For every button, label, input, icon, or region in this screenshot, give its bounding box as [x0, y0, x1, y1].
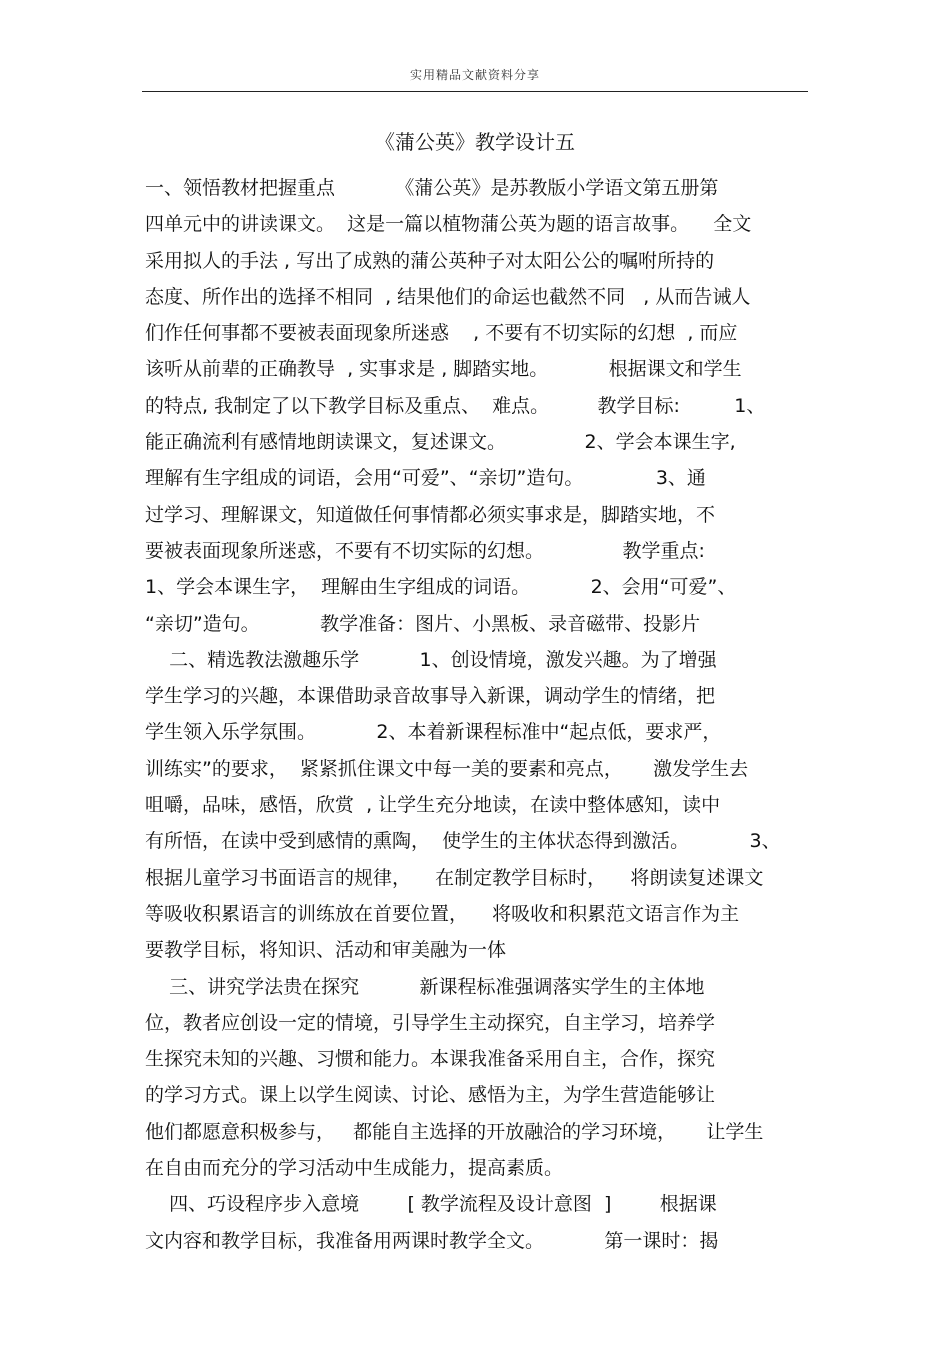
- body-line: 能正确流利有感情地朗读课文，复述课文。 2、学会本课生字,: [145, 431, 736, 454]
- body-line: 该听从前辈的正确教导 , 实事求是 , 脚踏实地。 根据课文和学生: [145, 358, 742, 381]
- body-line: 训练实”的要求， 紧紧抓住课文中每一美的要素和亮点， 激发学生去: [145, 757, 749, 780]
- body-line: 1、学会本课生字， 理解由生字组成的词语。 2、会用“可爱”、: [145, 576, 737, 599]
- body-line: 根据儿童学习书面语言的规律， 在制定教学目标时， 将朗读复述课文: [145, 866, 764, 889]
- body-line: 采用拟人的手法 , 写出了成熟的蒲公英种子对太阳公公的嘱咐所持的: [145, 249, 715, 272]
- body-line: 学生学习的兴趣，本课借助录音故事导入新课，调动学生的情绪，把: [145, 685, 716, 708]
- body-line: 态度、所作出的选择不相同 , 结果他们的命运也截然不同 , 从而告诫人: [145, 285, 751, 308]
- body-line: 学生领入乐学氛围。 2、本着新课程标准中“起点低，要求严，: [145, 721, 722, 744]
- body-line: 过学习、理解课文，知道做任何事情都必须实事求是，脚踏实地，不: [145, 503, 716, 526]
- body-line: 要教学目标，将知识、活动和审美融为一体: [145, 939, 507, 962]
- body-line: 有所悟，在读中受到感情的熏陶， 使学生的主体状态得到激活。 3、: [145, 830, 781, 853]
- body-line: “亲切”造句。 教学准备：图片、小黑板、录音磁带、投影片: [145, 612, 701, 635]
- document-body: [145, 170, 815, 1259]
- body-line: 要被表面现象所迷惑，不要有不切实际的幻想。 教学重点:: [145, 539, 705, 562]
- body-line: 四单元中的讲读课文。 这是一篇以植物蒲公英为题的语言故事。 全文: [145, 213, 752, 236]
- body-line: 他们都愿意积极参与， 都能自主选择的开放融洽的学习环境， 让学生: [145, 1120, 764, 1143]
- document-title: 《蒲公英》教学设计五: [375, 130, 575, 154]
- header-divider: [142, 91, 808, 92]
- body-line: 等吸收积累语言的训练放在首要位置， 将吸收和积累范文语言作为主: [145, 902, 740, 925]
- body-line: 们作任何事都不要被表面现象所迷惑 , 不要有不切实际的幻想 , 而应: [145, 322, 738, 345]
- body-line: 一、领悟教材把握重点 《蒲公英》是苏教版小学语文第五册第: [145, 177, 719, 199]
- body-line: 在自由而充分的学习活动中生成能力，提高素质。: [145, 1157, 564, 1180]
- body-line: 三、讲究学法贵在探究 新课程标准强调落实学生的主体地: [145, 975, 705, 998]
- body-line: 文内容和教学目标，我准备用两课时教学全文。 第一课时：揭: [145, 1229, 719, 1252]
- body-line: 的学习方式。课上以学生阅读、讨论、感悟为主，为学生营造能够让: [145, 1084, 716, 1107]
- body-line: 的特点, 我制定了以下教学目标及重点、 难点。 教学目标: 1、: [145, 394, 766, 417]
- body-line: 四、巧设程序步入意境 [ 教学流程及设计意图 ] 根据课: [145, 1193, 717, 1216]
- body-line: 咀嚼，品味，感悟，欣赏 , 让学生充分地读，在读中整体感知，读中: [145, 794, 721, 817]
- page-header: 实用精品文献资料分享: [409, 68, 540, 82]
- body-line: 生探究未知的兴趣、习惯和能力。本课我准备采用自主，合作，探究: [145, 1048, 716, 1071]
- body-line: 理解有生字组成的词语，会用“可爱”、“亲切”造句。 3、通: [145, 467, 706, 490]
- body-line: 二、精选教法激趣乐学 1、创设情境，激发兴趣。为了增强: [145, 648, 717, 671]
- body-line: 位，教者应创设一定的情境，引导学生主动探究，自主学习，培养学: [145, 1011, 716, 1034]
